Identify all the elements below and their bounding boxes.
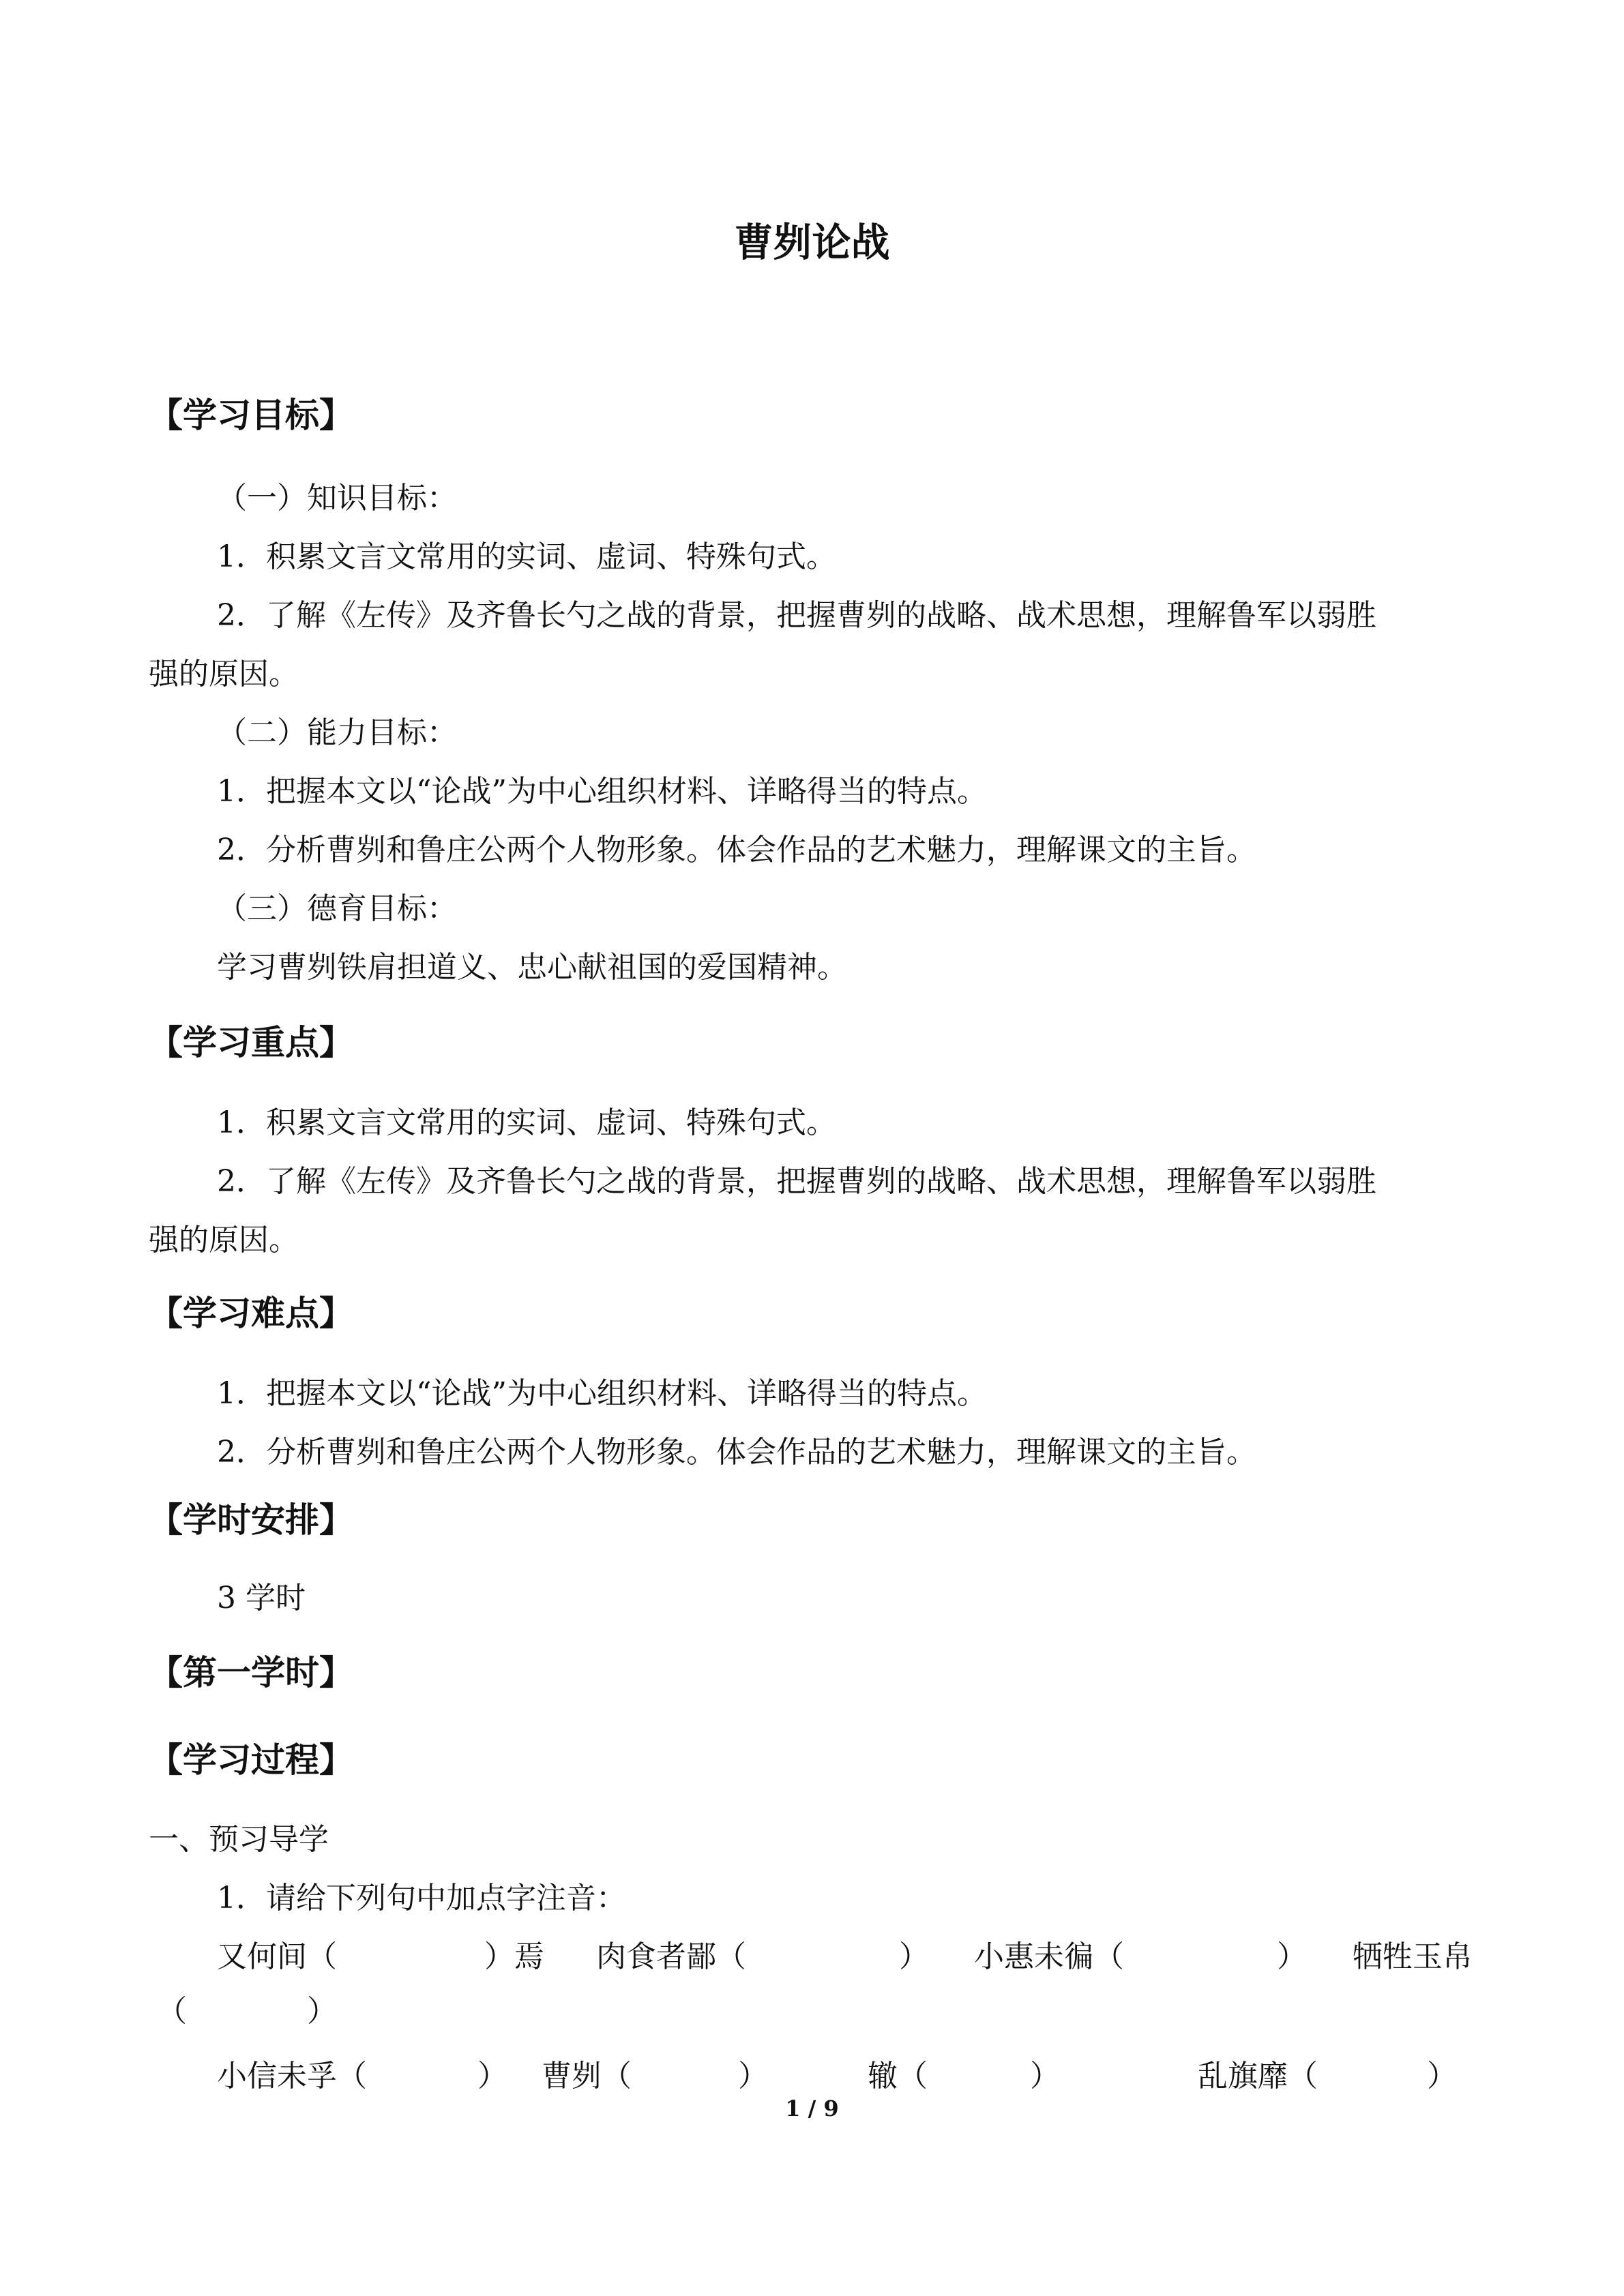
question-1: 1．请给下列句中加点字注音： bbox=[217, 1881, 626, 1915]
phonetic-blank-close: ） bbox=[899, 1939, 929, 1974]
phonetic-blank-item: 牺牲玉帛 bbox=[1353, 1939, 1473, 1974]
ability-objective-label: （二）能力目标： bbox=[217, 715, 457, 750]
key-point-item-2-cont: 强的原因。 bbox=[149, 1223, 299, 1257]
section-heading-difficulties: 【学习难点】 bbox=[149, 1293, 353, 1333]
section-heading-key-points: 【学习重点】 bbox=[149, 1022, 353, 1062]
knowledge-objective-item-2-cont: 强的原因。 bbox=[149, 657, 299, 691]
phonetic-blank-close: ）焉 bbox=[484, 1939, 544, 1974]
section-heading-schedule: 【学时安排】 bbox=[149, 1500, 353, 1540]
process-part-1: 一、预习导学 bbox=[149, 1822, 329, 1857]
section-heading-process: 【学习过程】 bbox=[149, 1740, 353, 1780]
phonetic-blank-item: 乱旗靡（ bbox=[1198, 2059, 1318, 2093]
phonetic-blank-close: ） bbox=[738, 2059, 768, 2093]
difficulty-item-2: 2．分析曹刿和鲁庄公两个人物形象。体会作品的艺术魅力，理解课文的主旨。 bbox=[217, 1435, 1256, 1470]
page-title: 曹刿论战 bbox=[734, 220, 890, 265]
phonetic-blank-item: 曹刿（ bbox=[542, 2059, 632, 2093]
moral-objective-item: 学习曹刿铁肩担道义、忠心献祖国的爱国精神。 bbox=[217, 950, 847, 985]
phonetic-blank-item: 肉食者鄙（ bbox=[596, 1939, 746, 1974]
key-point-item-2: 2．了解《左传》及齐鲁长勺之战的背景，把握曹刿的战略、战术思想，理解鲁军以弱胜 bbox=[217, 1164, 1376, 1199]
moral-objective-label: （三）德育目标： bbox=[217, 891, 457, 926]
difficulty-item-1: 1．把握本文以“论战”为中心组织材料、详略得当的特点。 bbox=[217, 1376, 987, 1411]
key-point-item-1: 1．积累文言文常用的实词、虚词、特殊句式。 bbox=[217, 1105, 836, 1140]
phonetic-blank-item: 小惠未徧（ bbox=[974, 1939, 1124, 1974]
phonetic-blank-item: 小信未孚（ bbox=[217, 2059, 367, 2093]
ability-objective-item-1: 1．把握本文以“论战”为中心组织材料、详略得当的特点。 bbox=[217, 774, 987, 809]
section-heading-objectives: 【学习目标】 bbox=[149, 395, 353, 435]
ability-objective-item-2: 2．分析曹刿和鲁庄公两个人物形象。体会作品的艺术魅力，理解课文的主旨。 bbox=[217, 833, 1256, 867]
phonetic-blank-wrap: （ ） bbox=[157, 1994, 337, 2029]
phonetic-blank-close: ） bbox=[1427, 2059, 1457, 2093]
knowledge-objective-item-2: 2．了解《左传》及齐鲁长勺之战的背景，把握曹刿的战略、战术思想，理解鲁军以弱胜 bbox=[217, 598, 1376, 633]
schedule-value: 3 学时 bbox=[217, 1581, 306, 1615]
page-number: 1 / 9 bbox=[785, 2096, 839, 2121]
phonetic-blank-item: 又何间（ bbox=[217, 1939, 337, 1974]
phonetic-blank-close: ） bbox=[1277, 1939, 1307, 1974]
knowledge-objective-item-1: 1．积累文言文常用的实词、虚词、特殊句式。 bbox=[217, 539, 836, 574]
phonetic-blank-close: ） bbox=[477, 2059, 507, 2093]
phonetic-blank-close: ） bbox=[1030, 2059, 1060, 2093]
knowledge-objective-label: （一）知识目标： bbox=[217, 481, 457, 516]
section-heading-first-period: 【第一学时】 bbox=[149, 1652, 353, 1693]
phonetic-blank-item: 辙（ bbox=[868, 2059, 928, 2093]
